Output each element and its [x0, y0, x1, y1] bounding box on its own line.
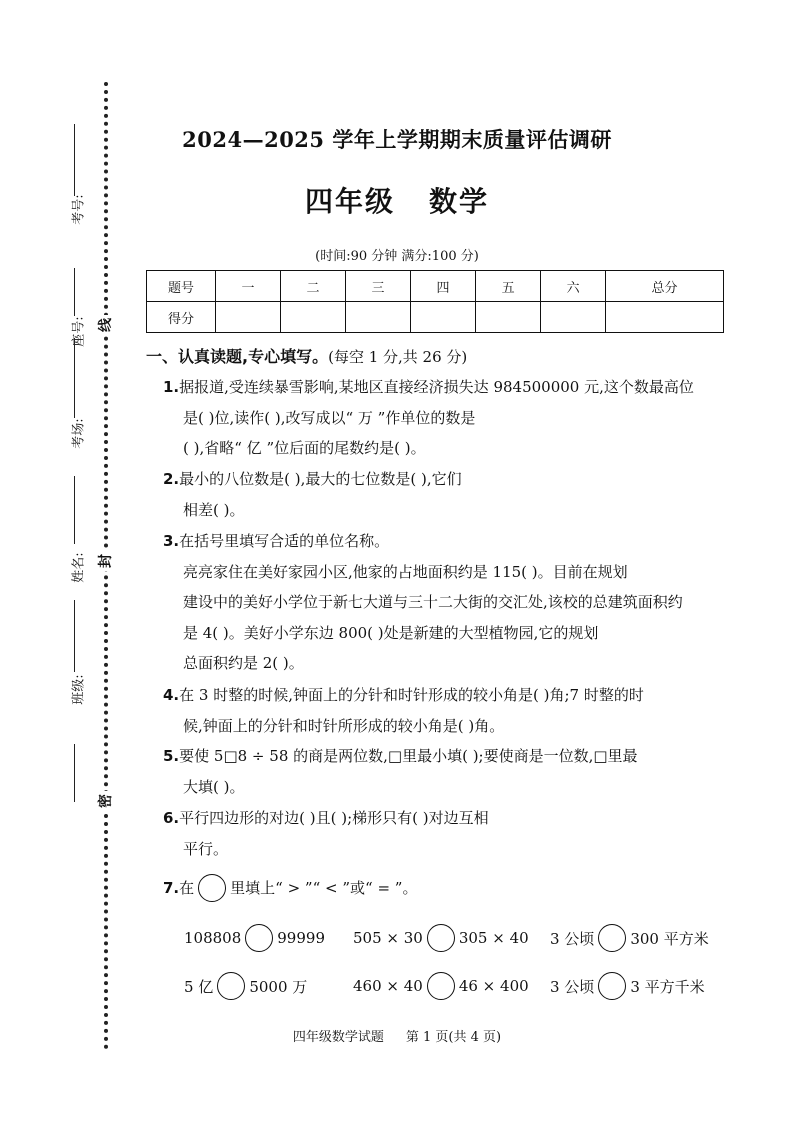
- class-label: 班级:: [71, 674, 87, 705]
- score-cell[interactable]: [541, 302, 606, 333]
- student-name-blank[interactable]: [74, 476, 75, 544]
- score-table-score-row: [147, 302, 724, 333]
- score-col-6: 六: [541, 271, 606, 302]
- grade-label: 四年级: [304, 185, 395, 218]
- question-text-line: 平行。: [183, 839, 229, 858]
- footer-page-number: 第 1 页(共 4 页): [405, 1030, 502, 1045]
- exam-room-blank[interactable]: [74, 338, 75, 418]
- score-cell[interactable]: [346, 302, 411, 333]
- question-3: [163, 526, 738, 679]
- compare-left: 5 亿: [184, 977, 214, 996]
- question-text-line: 要使 5□8 ÷ 58 的商是两位数,□里最小填( );要使商是一位数,□里最: [179, 747, 638, 765]
- subject-label: 数学: [429, 185, 490, 218]
- seal-char-mi: 密: [97, 791, 115, 811]
- question-text-line: 大填( )。: [183, 777, 245, 796]
- answer-circle[interactable]: [245, 924, 273, 952]
- answer-circle-icon: [198, 874, 226, 902]
- question-text-line: 据报道,受连续暴雪影响,某地区直接经济损失达 984500000 元,这个数最高位: [179, 378, 694, 396]
- exam-title: 2024—2025 学年上学期期末质量评估调研: [182, 127, 612, 152]
- compare-left: 460 × 40: [353, 977, 423, 995]
- page-footer: [0, 1026, 794, 1045]
- compare-right: 46 × 400: [458, 977, 529, 995]
- seal-char-feng: 封: [97, 551, 115, 571]
- question-2: [163, 464, 738, 525]
- score-col-2: 二: [281, 271, 346, 302]
- compare-left: 3 公顷: [550, 929, 595, 948]
- answer-circle[interactable]: [217, 972, 245, 1000]
- compare-left: 108808: [184, 929, 242, 947]
- question-text-line: 建设中的美好小学位于新七大道与三十二大街的交汇处,该校的总建筑面积约: [183, 593, 683, 611]
- class-blank[interactable]: [74, 600, 75, 672]
- question-number: 3.: [163, 532, 180, 550]
- compare-item-4: [184, 972, 307, 1000]
- compare-right: 300 平方米: [630, 929, 709, 948]
- question-text-line: 是 4( )。美好小学东边 800( )处是新建的大型植物园,它的规划: [183, 623, 599, 642]
- score-cell[interactable]: [606, 302, 724, 333]
- question-text-line: ( ),省略“ 亿 ”位后面的尾数约是( )。: [183, 439, 426, 457]
- compare-right: 99999: [277, 929, 325, 947]
- question-text-line: 在括号里填写合适的单位名称。: [179, 532, 390, 550]
- question-7: [163, 873, 738, 904]
- question-text-line: 在 3 时整的时候,钟面上的分针和时针形成的较小角是( )角;7 时整的时: [179, 686, 644, 704]
- compare-left: 3 公顷: [550, 977, 595, 996]
- compare-item-1: [184, 924, 325, 952]
- compare-right: 5000 万: [249, 977, 308, 996]
- score-table-header-row: [147, 271, 724, 302]
- answer-circle[interactable]: [427, 972, 455, 1000]
- compare-item-5: [353, 972, 529, 1000]
- section-1-title: 一、认真读题,专心填写。: [146, 347, 329, 366]
- answer-circle[interactable]: [598, 924, 626, 952]
- section-1-heading: [146, 344, 467, 367]
- question-text-line: 候,钟面上的分针和时针所形成的较小角是( )角。: [183, 716, 505, 735]
- grade-subject: [0, 180, 794, 220]
- footer-exam-name: 四年级数学试题: [292, 1030, 384, 1045]
- question-text-line: 总面积约是 2( )。: [183, 654, 304, 672]
- seat-number-label: 座号:: [71, 316, 87, 347]
- question-text-line: 亮亮家住在美好家园小区,他家的占地面积约是 115( )。目前在规划: [183, 562, 628, 581]
- score-col-1: 一: [216, 271, 281, 302]
- seal-char-xian: 线: [97, 315, 115, 335]
- question-7-pre: 在: [179, 879, 195, 897]
- score-table-row-label-2: 得分: [147, 302, 216, 333]
- score-cell[interactable]: [281, 302, 346, 333]
- exam-number-label: 考号:: [71, 194, 87, 225]
- score-table: [146, 270, 724, 333]
- question-4: [163, 680, 738, 741]
- compare-item-6: [550, 972, 705, 1000]
- answer-circle[interactable]: [598, 972, 626, 1000]
- question-7-post: 里填上“ > ”“ < ”或“ = ”。: [230, 879, 418, 897]
- question-number: 1.: [163, 378, 180, 396]
- question-number: 6.: [163, 809, 180, 827]
- compare-item-3: [550, 924, 709, 952]
- compare-left: 505 × 30: [353, 929, 423, 947]
- score-col-3: 三: [346, 271, 411, 302]
- exam-room-label: 考场:: [71, 418, 87, 449]
- seat-number-blank[interactable]: [74, 268, 75, 316]
- time-info: (时间:90 分钟 满分:100 分): [315, 249, 479, 264]
- student-name-label: 姓名:: [71, 552, 87, 583]
- class-extra-blank[interactable]: [74, 744, 75, 802]
- question-1: [163, 372, 738, 464]
- question-5: [163, 741, 738, 802]
- question-number: 2.: [163, 470, 180, 488]
- compare-right: 305 × 40: [458, 929, 529, 947]
- score-cell[interactable]: [476, 302, 541, 333]
- question-number: 4.: [163, 686, 180, 704]
- question-text-line: 相差( )。: [183, 500, 245, 519]
- score-cell[interactable]: [216, 302, 281, 333]
- question-number: 7.: [163, 879, 180, 897]
- score-col-4: 四: [411, 271, 476, 302]
- compare-right: 3 平方千米: [630, 977, 705, 996]
- section-1-note: (每空 1 分,共 26 分): [328, 348, 468, 366]
- question-text-line: 最小的八位数是( ),最大的七位数是( ),它们: [179, 470, 462, 488]
- question-6: [163, 803, 738, 864]
- score-col-5: 五: [476, 271, 541, 302]
- score-col-total: 总分: [606, 271, 724, 302]
- answer-circle[interactable]: [427, 924, 455, 952]
- score-table-row-label: 题号: [147, 271, 216, 302]
- question-text-line: 是( )位,读作( ),改写成以“ 万 ”作单位的数是: [183, 408, 476, 427]
- score-cell[interactable]: [411, 302, 476, 333]
- question-text-line: 平行四边形的对边( )且( );梯形只有( )对边互相: [179, 809, 489, 827]
- question-number: 5.: [163, 747, 180, 765]
- compare-item-2: [353, 924, 529, 952]
